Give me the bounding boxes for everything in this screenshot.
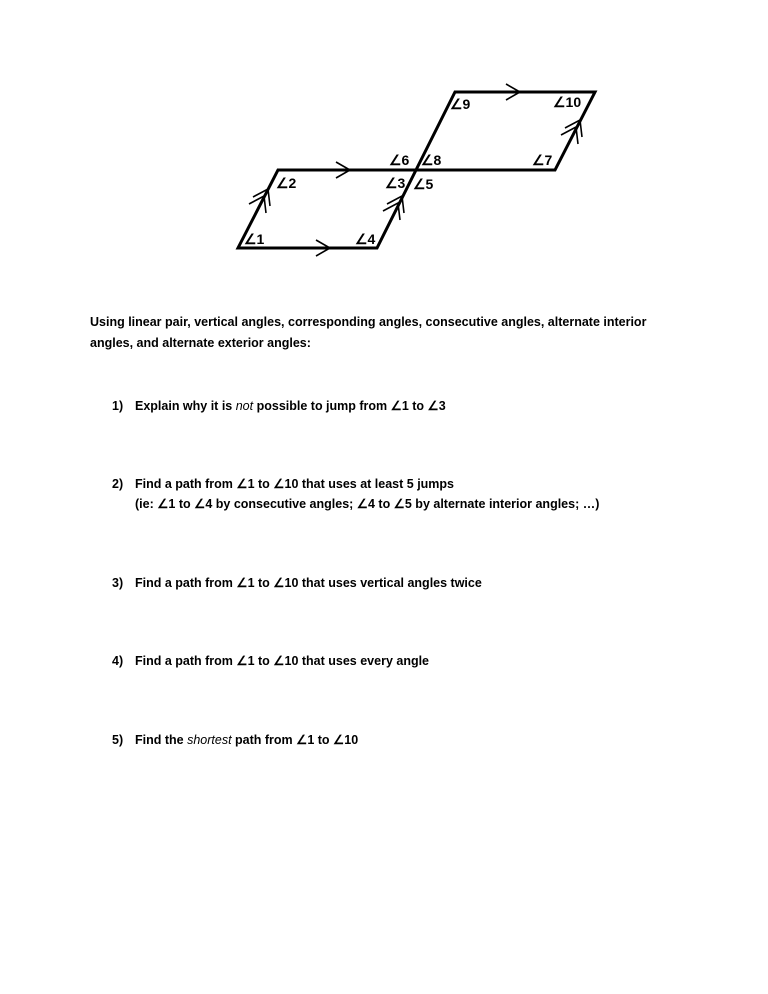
question-number: 3) <box>112 576 124 590</box>
question-emphasis: not <box>235 399 254 413</box>
angle-2-label: ∠2 <box>276 175 297 191</box>
question-number: 1) <box>112 399 124 413</box>
question-text: Find a path from ∠1 to ∠10 that uses at least 5 jumps <box>135 477 455 491</box>
question-4 <box>112 651 429 671</box>
parallelogram-diagram <box>0 0 768 300</box>
question-text-pre: Find the <box>135 733 188 747</box>
angle-7-label: ∠7 <box>532 152 553 168</box>
angle-9-label: ∠9 <box>450 96 471 112</box>
question-number: 4) <box>112 654 124 668</box>
angle-6-label: ∠6 <box>389 152 410 168</box>
question-text-post: possible to jump from ∠1 to ∠3 <box>253 399 446 413</box>
question-number: 5) <box>112 733 124 747</box>
question-emphasis: shortest <box>187 733 232 747</box>
question-2 <box>112 474 599 514</box>
question-text: Find a path from ∠1 to ∠10 that uses vertical angles twice <box>135 576 482 590</box>
question-number: 2) <box>112 477 124 491</box>
angle-5-label: ∠5 <box>413 176 434 192</box>
question-3 <box>112 573 482 593</box>
question-example: (ie: ∠1 to ∠4 by consecutive angles; ∠4 to ∠5 by alternate interior angles; …) <box>135 497 600 511</box>
question-5 <box>112 730 358 750</box>
angle-1-label: ∠1 <box>244 231 265 247</box>
question-1 <box>112 396 446 416</box>
question-text-post: path from ∠1 to ∠10 <box>231 733 359 747</box>
question-text-pre: Explain why it is <box>135 399 236 413</box>
angle-10-label: ∠10 <box>553 94 582 110</box>
angle-3-label: ∠3 <box>385 175 406 191</box>
angle-8-label: ∠8 <box>421 152 442 168</box>
instructions-intro: Using linear pair, vertical angles, corresponding angles, consecutive angles, alternate interior angles, and alternate exterior angles: <box>90 315 647 350</box>
question-text: Find a path from ∠1 to ∠10 that uses every angle <box>135 654 430 668</box>
angle-4-label: ∠4 <box>355 231 376 247</box>
